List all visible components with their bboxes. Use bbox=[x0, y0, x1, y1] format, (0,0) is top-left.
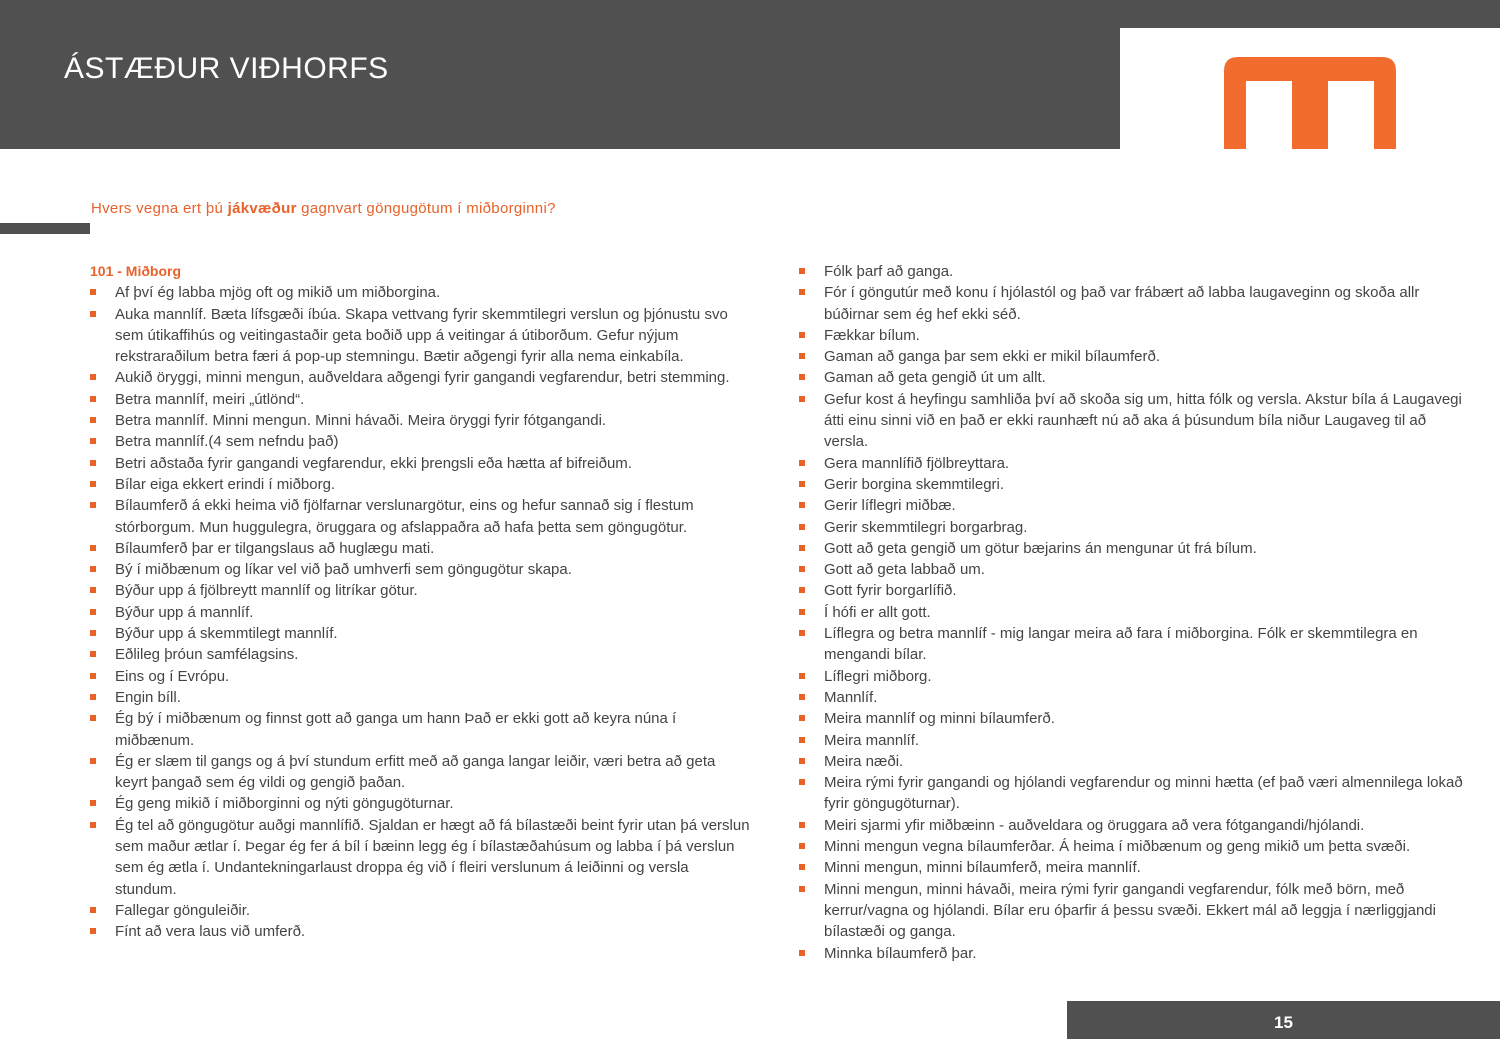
list-item: Gerir skemmtilegri borgarbrag. bbox=[799, 517, 1469, 538]
list-item: Gott að geta labbað um. bbox=[799, 559, 1469, 580]
list-item: Ég tel að göngugötur auðgi mannlífið. Sjaldan er hægt að fá bílastæði beint fyrir utan þá verslun sem maður ætlar í. Þegar ég fer á bíl í bæinn legg ég í bílastæðahúsum og labba í þá verslun sem ég ætla í. Undantekningarlaust droppa ég við í fleiri verslunum á leiðinni og versla stundum. bbox=[90, 815, 750, 900]
page-title: ÁSTÆÐUR VIÐHORFS bbox=[64, 52, 389, 85]
list-item: Býður upp á fjölbreytt mannlíf og litríkar götur. bbox=[90, 580, 750, 601]
list-item: Gera mannlífið fjölbreyttara. bbox=[799, 453, 1469, 474]
right-answer-list bbox=[799, 261, 1469, 964]
list-item: Meira rými fyrir gangandi og hjólandi vegfarendur og minni hætta (ef það væri almennilega lokað fyrir göngugöturnar). bbox=[799, 772, 1469, 815]
list-item: Gefur kost á heyfingu samhliða því að skoða sig um, hitta fólk og versla. Akstur bíla á Laugavegi átti einu sinni við en það er ekki raunhæft nú að aka á þúsundum bíla niður Laugaveg til að versla. bbox=[799, 389, 1469, 453]
list-item: Fínt að vera laus við umferð. bbox=[90, 921, 750, 942]
list-item: Meira mannlíf og minni bílaumferð. bbox=[799, 708, 1469, 729]
list-item: Minni mengun vegna bílaumferðar. Á heima í miðbænum og geng mikið um þetta svæði. bbox=[799, 836, 1469, 857]
page-number: 15 bbox=[1274, 1013, 1293, 1032]
question-emphasis: jákvæður bbox=[227, 200, 297, 217]
left-column bbox=[90, 261, 750, 943]
list-item: Mannlíf. bbox=[799, 687, 1469, 708]
section-heading: 101 - Miðborg bbox=[90, 263, 182, 279]
list-item: Gerir líflegri miðbæ. bbox=[799, 495, 1469, 516]
list-item: Aukið öryggi, minni mengun, auðveldara aðgengi fyrir gangandi vegfarendur, betri stemming. bbox=[90, 367, 750, 388]
list-item: Í hófi er allt gott. bbox=[799, 602, 1469, 623]
list-item: Af því ég labba mjög oft og mikið um miðborgina. bbox=[90, 282, 750, 303]
list-item: Betra mannlíf.(4 sem nefndu það) bbox=[90, 431, 750, 452]
accent-rule bbox=[0, 223, 90, 234]
survey-question bbox=[91, 200, 556, 217]
list-item: Býður upp á skemmtilegt mannlíf. bbox=[90, 623, 750, 644]
list-item: Minnka bílaumferð þar. bbox=[799, 943, 1469, 964]
list-item: Engin bíll. bbox=[90, 687, 750, 708]
left-answer-list bbox=[90, 282, 750, 942]
list-item: Eðlileg þróun samfélagsins. bbox=[90, 644, 750, 665]
list-item: Bílaumferð á ekki heima við fjölfarnar verslunargötur, eins og hefur sannað sig í flestum stórborgum. Mun huggulegra, öruggara og afslappaðra að hafa þetta sem göngugötur. bbox=[90, 495, 750, 538]
list-item: Minni mengun, minni bílaumferð, meira mannlíf. bbox=[799, 857, 1469, 878]
right-column bbox=[799, 261, 1469, 964]
list-item: Býður upp á mannlíf. bbox=[90, 602, 750, 623]
list-item: Fór í göngutúr með konu í hjólastól og það var frábært að labba laugaveginn og skoða allr búðirnar sem ég hef ekki séð. bbox=[799, 282, 1469, 325]
list-item: Eins og í Evrópu. bbox=[90, 666, 750, 687]
list-item: Fallegar gönguleiðir. bbox=[90, 900, 750, 921]
list-item: Bý í miðbænum og líkar vel við það umhverfi sem göngugötur skapa. bbox=[90, 559, 750, 580]
list-item: Gott fyrir borgarlífið. bbox=[799, 580, 1469, 601]
list-item: Gaman að ganga þar sem ekki er mikil bílaumferð. bbox=[799, 346, 1469, 367]
list-item: Auka mannlíf. Bæta lífsgæði íbúa. Skapa vettvang fyrir skemmtilegri verslun og þjónustu svo sem útikaffihús og veitingastaðir geta boðið upp á veitingar á útiborðum. Gefur nýjum rekstraraðilum betra færi á pop-up stemningu. Bætir aðgengi fyrir alla nema einkabíla. bbox=[90, 304, 750, 368]
list-item: Betra mannlíf, meiri „útlönd“. bbox=[90, 389, 750, 410]
list-item: Meiri sjarmi yfir miðbæinn - auðveldara og öruggara að vera fótgangandi/hjólandi. bbox=[799, 815, 1469, 836]
list-item: Líflegra og betra mannlíf - mig langar meira að fara í miðborgina. Fólk er skemmtilegra en mengandi bílar. bbox=[799, 623, 1469, 666]
list-item: Betra mannlíf. Minni mengun. Minni hávaði. Meira öryggi fyrir fótgangandi. bbox=[90, 410, 750, 431]
question-prefix: Hvers vegna ert þú bbox=[91, 200, 228, 217]
list-item: Meira mannlíf. bbox=[799, 730, 1469, 751]
list-item: Ég er slæm til gangs og á því stundum erfitt með að ganga langar leiðir, væri betra að geta keyrt þangað sem ég vildi og gengið þaðan. bbox=[90, 751, 750, 794]
list-item: Minni mengun, minni hávaði, meira rými fyrir gangandi vegfarendur, fólk með börn, með kerrur/vagna og hjólandi. Bílar eru óþarfir á þessu svæði. Ekkert mál að leggja í nærliggjandi bílastæði og ganga. bbox=[799, 879, 1469, 943]
question-suffix: gagnvart göngugötum í miðborginni? bbox=[296, 200, 556, 217]
list-item: Ég bý í miðbænum og finnst gott að ganga um hann Það er ekki gott að keyra núna í miðbænum. bbox=[90, 708, 750, 751]
list-item: Fólk þarf að ganga. bbox=[799, 261, 1469, 282]
list-item: Gerir borgina skemmtilegri. bbox=[799, 474, 1469, 495]
list-item: Fækkar bílum. bbox=[799, 325, 1469, 346]
list-item: Gott að geta gengið um götur bæjarins án mengunar út frá bílum. bbox=[799, 538, 1469, 559]
brand-logo-icon bbox=[1224, 57, 1396, 149]
logo-panel bbox=[1120, 28, 1500, 149]
list-item: Líflegri miðborg. bbox=[799, 666, 1469, 687]
list-item: Bílar eiga ekkert erindi í miðborg. bbox=[90, 474, 750, 495]
list-item: Bílaumferð þar er tilgangslaus að huglægu mati. bbox=[90, 538, 750, 559]
list-item: Gaman að geta gengið út um allt. bbox=[799, 367, 1469, 388]
list-item: Meira næði. bbox=[799, 751, 1469, 772]
list-item: Betri aðstaða fyrir gangandi vegfarendur, ekki þrengsli eða hætta af bifreiðum. bbox=[90, 453, 750, 474]
list-item: Ég geng mikið í miðborginni og nýti göngugöturnar. bbox=[90, 793, 750, 814]
